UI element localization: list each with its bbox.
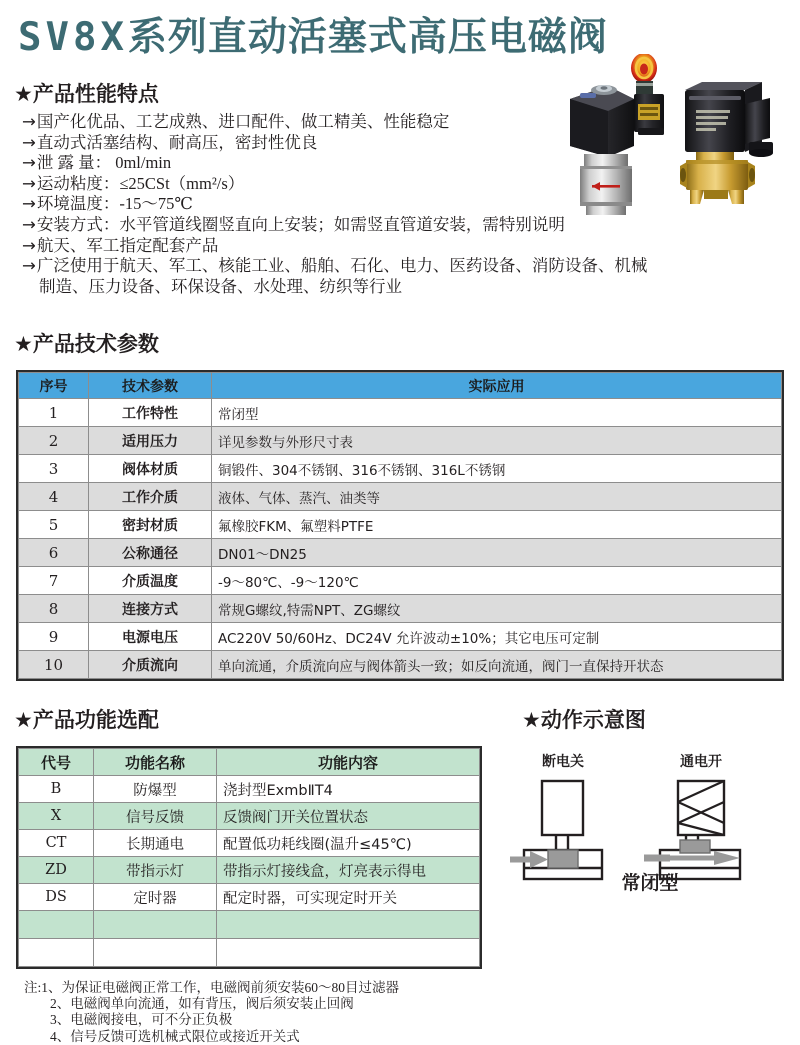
- table-row: [19, 776, 480, 803]
- spec-name: 阀体材质: [89, 455, 212, 483]
- func-content: [217, 939, 480, 967]
- spec-table: [18, 372, 782, 679]
- table-row-empty: [19, 939, 480, 967]
- func-code: CT: [19, 830, 94, 857]
- feature-text: 安装方式：水平管道线圈竖直向上安装；如需竖直管道安装，需特别说明: [36, 214, 565, 234]
- table-row: [19, 884, 480, 911]
- arrow-icon: →: [22, 132, 36, 152]
- table-header-row: [19, 373, 782, 399]
- feature-text: 泄 露 量： 0ml/min: [36, 153, 172, 173]
- spec-value: AC220V 50/60Hz、DC24V 允许波动±10%；其它电压可定制: [212, 623, 782, 651]
- spec-no: 2: [19, 427, 89, 455]
- arrow-icon: →: [22, 173, 36, 193]
- feature-item: [22, 112, 722, 133]
- feature-item: [22, 153, 722, 174]
- schematic-caption: 常闭型: [621, 872, 679, 894]
- table-row: [19, 651, 782, 679]
- func-code: [19, 939, 94, 967]
- func-header-code: 代号: [19, 749, 94, 776]
- note-line: [24, 1029, 624, 1045]
- feature-item: [22, 256, 722, 277]
- feature-text: 直动式活塞结构、耐高压，密封性优良: [36, 132, 318, 152]
- spec-name: 介质温度: [89, 567, 212, 595]
- func-code: B: [19, 776, 94, 803]
- spec-value: 铜锻件、304不锈钢、316不锈钢、316L不锈钢: [212, 455, 782, 483]
- arrow-icon: →: [22, 153, 36, 173]
- func-name: 长期通电: [94, 830, 217, 857]
- spec-no: 3: [19, 455, 89, 483]
- feature-item-continuation: [22, 277, 722, 298]
- spec-header-value: 实际应用: [212, 373, 782, 399]
- arrow-icon: →: [22, 256, 36, 276]
- spec-no: 4: [19, 483, 89, 511]
- note-text: 3、电磁阀接电，可不分正负极: [50, 1012, 233, 1028]
- arrow-icon: →: [22, 194, 36, 214]
- note-line: [24, 996, 624, 1012]
- spec-name: 连接方式: [89, 595, 212, 623]
- spec-value: 常规G螺纹,特需NPT、ZG螺纹: [212, 595, 782, 623]
- spec-no: 7: [19, 567, 89, 595]
- feature-text: 广泛使用于航天、军工、核能工业、船舶、石化、电力、医药设备、消防设备、机械: [36, 256, 648, 276]
- table-row: [19, 539, 782, 567]
- spec-no: 9: [19, 623, 89, 651]
- func-content: [217, 911, 480, 939]
- spec-value: 液体、气体、蒸汽、油类等: [212, 483, 782, 511]
- table-header-row: [19, 749, 480, 776]
- func-code: X: [19, 803, 94, 830]
- spec-header-no: 序号: [19, 373, 89, 399]
- spec-no: 10: [19, 651, 89, 679]
- spec-value: 氟橡胶FKM、氟塑料PTFE: [212, 511, 782, 539]
- feature-item: [22, 194, 722, 215]
- spec-name: 密封材质: [89, 511, 212, 539]
- spec-name: 工作特性: [89, 399, 212, 427]
- func-content: 浇封型ExmbⅡT4: [217, 776, 480, 803]
- table-row: [19, 483, 782, 511]
- spec-no: 1: [19, 399, 89, 427]
- feature-text: 环境温度：-15～75℃: [36, 194, 193, 214]
- func-code: ZD: [19, 857, 94, 884]
- spec-header-param: 技术参数: [89, 373, 212, 399]
- arrow-icon: →: [22, 112, 36, 131]
- table-row: [19, 595, 782, 623]
- feature-item: [22, 215, 722, 236]
- feature-list: [22, 112, 722, 297]
- spec-no: 8: [19, 595, 89, 623]
- note-prefix: 注:: [24, 980, 42, 995]
- func-name: [94, 939, 217, 967]
- energized-state-symbol: [660, 781, 740, 879]
- specs-heading: ★产品技术参数: [14, 332, 159, 356]
- func-content: 反馈阀门开关位置状态: [217, 803, 480, 830]
- table-row: [19, 830, 480, 857]
- table-row: [19, 427, 782, 455]
- feature-text: 制造、压力设备、环保设备、水处理、纺织等行业: [39, 276, 402, 296]
- feature-item: [22, 133, 722, 154]
- func-name: 定时器: [94, 884, 217, 911]
- schematic-heading: ★动作示意图: [522, 708, 646, 732]
- schematic-left-label: 断电关: [542, 754, 584, 770]
- feature-text: 国产化优品、工艺成熟、进口配件、做工精美、性能稳定: [36, 112, 450, 131]
- note-line: [24, 1012, 624, 1028]
- arrow-icon: →: [22, 235, 36, 255]
- func-code: DS: [19, 884, 94, 911]
- arrow-icon: →: [22, 214, 36, 234]
- features-heading: ★产品性能特点: [14, 82, 159, 106]
- table-row: [19, 455, 782, 483]
- note-text: 4、信号反馈可选机械式限位或接近开关式: [50, 1028, 300, 1044]
- func-name: [94, 911, 217, 939]
- table-row: [19, 567, 782, 595]
- table-row: [19, 511, 782, 539]
- table-row: [19, 803, 480, 830]
- func-name: 信号反馈: [94, 803, 217, 830]
- spec-name: 适用压力: [89, 427, 212, 455]
- spec-value: DN01～DN25: [212, 539, 782, 567]
- feature-item: [22, 236, 722, 257]
- spec-value: 单向流通，介质流向应与阀体箭头一致；如反向流通，阀门一直保持开状态: [212, 651, 782, 679]
- spec-value: 详见参数与外形尺寸表: [212, 427, 782, 455]
- spec-name: 公称通径: [89, 539, 212, 567]
- spec-value: 常闭型: [212, 399, 782, 427]
- spec-name: 介质流向: [89, 651, 212, 679]
- spec-name: 工作介质: [89, 483, 212, 511]
- options-heading: ★产品功能选配: [14, 708, 159, 732]
- blocked-flow-arrow-icon: [510, 851, 548, 868]
- func-name: 带指示灯: [94, 857, 217, 884]
- note-text: 1、为保证电磁阀正常工作，电磁阀前须安装60～80目过滤器: [41, 980, 400, 995]
- function-options-table: [18, 748, 480, 967]
- footer-notes: [24, 980, 624, 1045]
- table-row: [19, 399, 782, 427]
- func-header-content: 功能内容: [217, 749, 480, 776]
- schematic-right-label: 通电开: [680, 754, 722, 770]
- spec-value: -9～80℃、-9～120℃: [212, 567, 782, 595]
- func-content: 配定时器，可实现定时开关: [217, 884, 480, 911]
- feature-text: 运动粘度：≤25CSt（mm²/s）: [36, 173, 245, 193]
- func-header-name: 功能名称: [94, 749, 217, 776]
- table-row-empty: [19, 911, 480, 939]
- table-row: [19, 857, 480, 884]
- spec-name: 电源电压: [89, 623, 212, 651]
- product-title-rest: 系列直动活塞式高压电磁阀: [127, 15, 608, 60]
- func-content: 带指示灯接线盒，灯亮表示得电: [217, 857, 480, 884]
- feature-item: [22, 174, 722, 195]
- spec-no: 5: [19, 511, 89, 539]
- table-row: [19, 623, 782, 651]
- note-text: 2、电磁阀单向流通，如有背压，阀后须安装止回阀: [50, 996, 354, 1012]
- note-line: [24, 980, 624, 996]
- func-name: 防爆型: [94, 776, 217, 803]
- func-code: [19, 911, 94, 939]
- product-model: SV8X: [18, 15, 128, 60]
- func-content: 配置低功耗线圈(温升≤45℃): [217, 830, 480, 857]
- spec-no: 6: [19, 539, 89, 567]
- feature-text: 航天、军工指定配套产品: [36, 235, 219, 255]
- page-title: [18, 6, 608, 62]
